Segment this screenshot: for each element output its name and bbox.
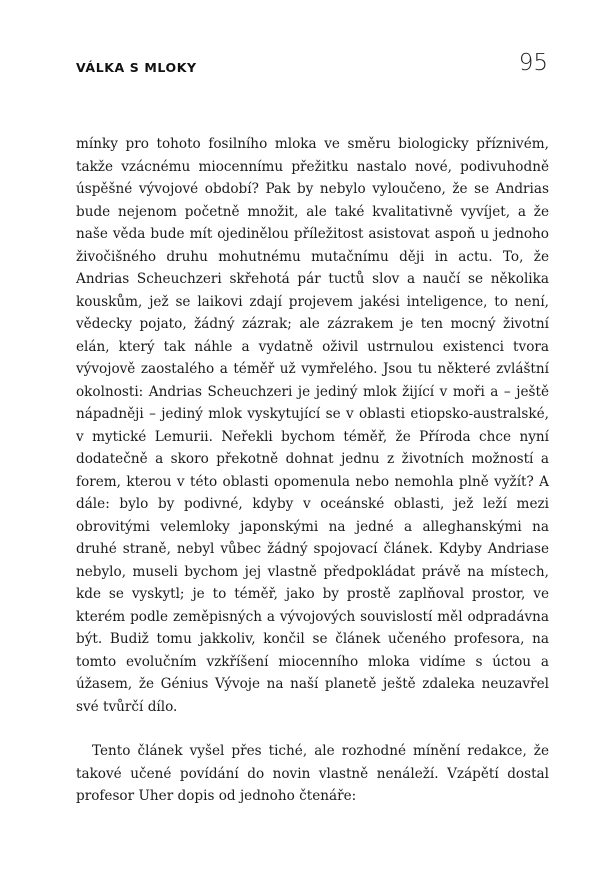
page-header — [76, 50, 548, 84]
paragraph-new: Tento článek vyšel přes tiché, ale rozhodné mínění redakce, že takové učené povídání do novin vlastně nenáleží. Vzápětí dostal profesor Uher dopis od jednoho čtenáře: — [76, 743, 549, 804]
page-number: 95 — [518, 50, 548, 76]
running-title: VÁLKA S MLOKY — [76, 60, 197, 75]
paragraph-continued: mínky pro tohoto fosilního mloka ve směru biologicky příznivém, takže vzácnému miocennímu přežitku nastalo nové, podivuhodně úspěšné vývojové období? Pak by nebylo vyloučeno, že se Andrias bude nejenom početně množit, ale také kvalitativně vyvíjet, a že naše věda bude mít ojedinělou příležitost asistovat aspoň u jednoho živočišného druhu mohutnému mutačnímu ději in actu. To, že Andrias Scheuchzeri skřehotá pár tuctů slov a naučí se několika kouskům, jež se laikovi zdají projevem jakési inteligence, to není, vědecky pojato, žádný zázrak; ale zázrakem je ten mocný životní elán, který tak náhle a vydatně oživil ustrnulou existenci tvora vývojově zaostalého a téměř už vymřelého. Jsou tu některé zvláštní okolnosti: Andrias Scheuchzeri je jediný mlok žijící v moři a – ještě nápadněji – jediný mlok vyskytující se v oblasti etiopsko-australské, v mytické Lemurii. Neřekli bychom téměř, že Příroda chce nyní dodatečně a skoro překotně dohnat jednu z životních možností a forem, kterou v této oblasti opomenula nebo nemohla plně vyžít? A dále: bylo by podivné, kdyby v oceánské oblasti, jež leží mezi obrovitými velemloky japonskými na jedné a alleghanskými na druhé straně, nebyl vůbec žádný spojovací článek. Kdyby Andriase nebylo, museli bychom jej vlastně předpokládat právě na místech, kde se vyskytl; je to téměř, jako by prostě zaplňoval prostor, ve kterém podle zeměpisných a vývojových souvislostí měl odpradávna být. Budiž tomu jakkoliv, končil se článek učeného profesora, na tomto evolučním vzkříšení miocenního mloka vidíme s úctou a úžasem, že Génius Vývoje na naší planetě ještě zdaleka neuzavřel své tvůrčí dílo. — [76, 136, 549, 715]
text-body — [76, 133, 549, 808]
